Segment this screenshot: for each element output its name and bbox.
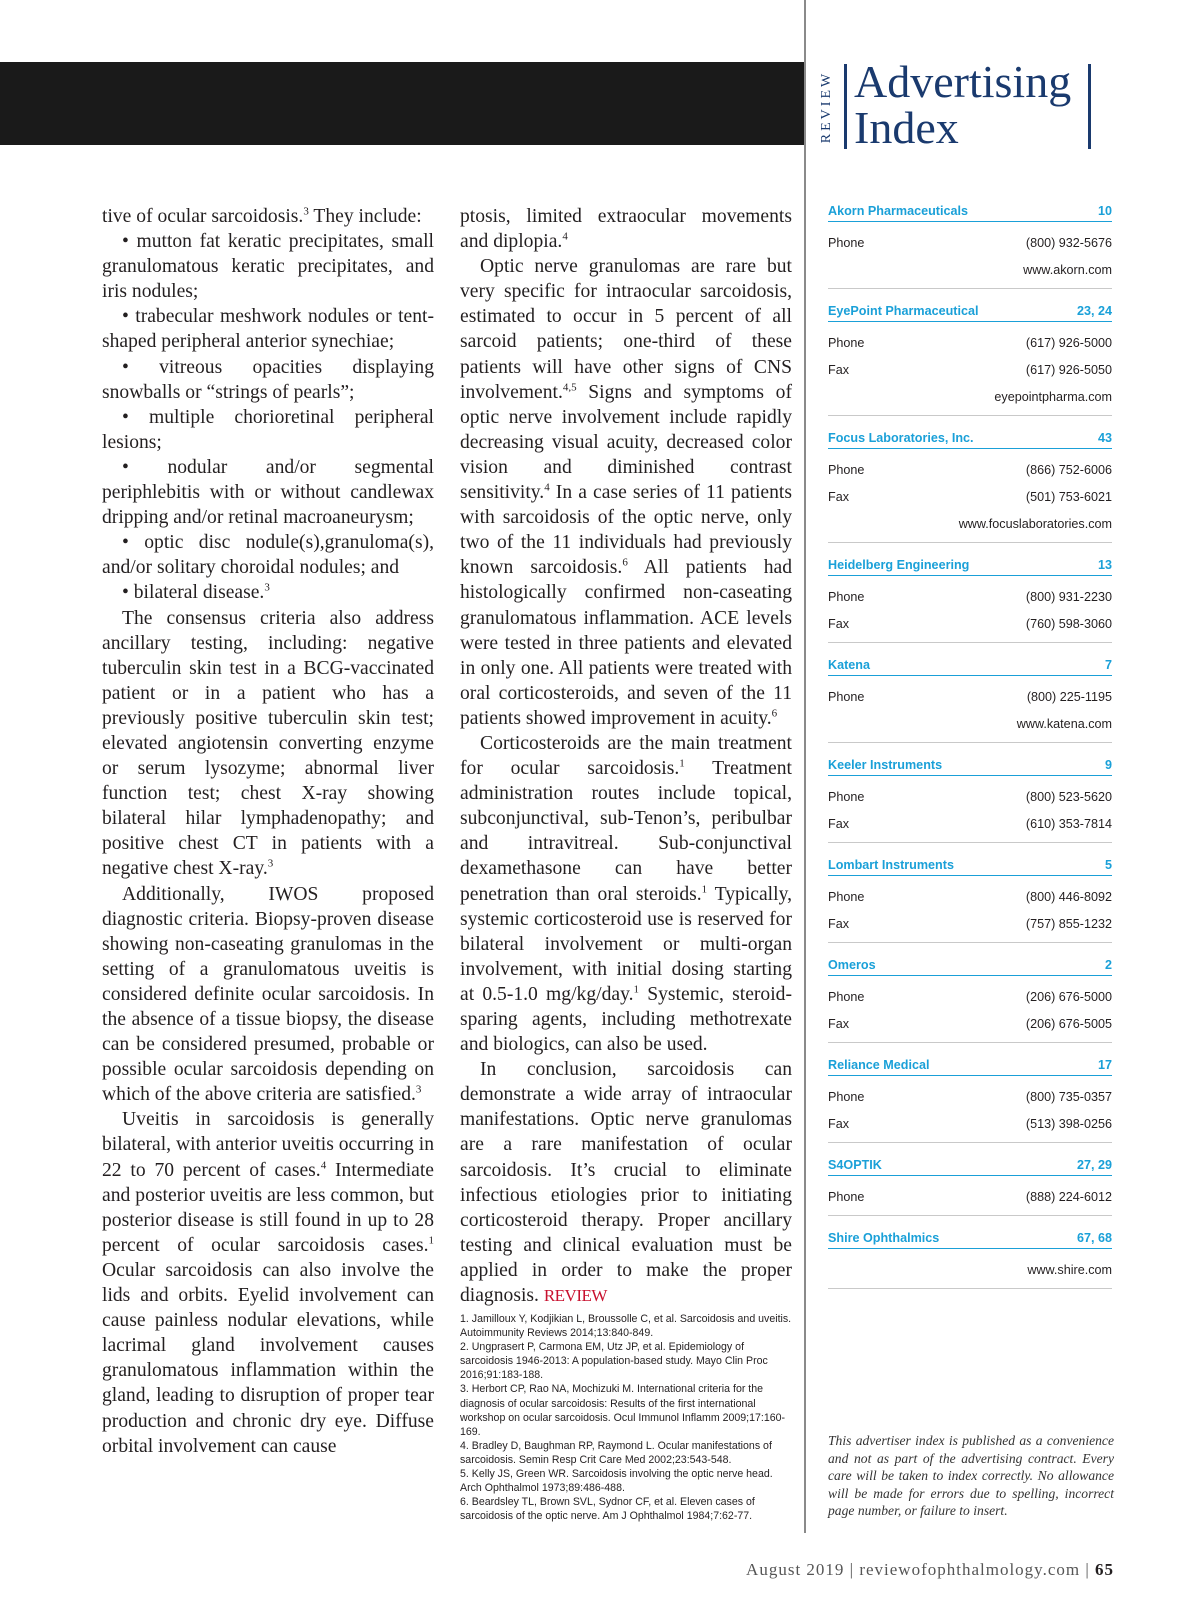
advertiser-name[interactable]: Lombart Instruments (828, 858, 954, 872)
contact-label: Phone (828, 236, 865, 250)
advertiser-page[interactable]: 27, 29 (1076, 1158, 1112, 1172)
advertiser-page[interactable]: 23, 24 (1076, 304, 1112, 318)
paragraph: ptosis, limited extraocular movements and diplopia.$^4$ (460, 206, 792, 253)
advertiser-heading[interactable] (828, 203, 1112, 222)
advertiser-page[interactable]: 67, 68 (1076, 1231, 1112, 1245)
paragraph: tive of ocular sarcoidosis.$^3$ They include: (102, 205, 422, 227)
advertiser-heading[interactable] (828, 557, 1112, 576)
review-logo-vertical (816, 66, 838, 148)
advertiser-page[interactable]: 5 (1104, 858, 1112, 872)
index-disclaimer: This advertiser index is published as a convenience and not as part of the advertising contract. Every care will be taken to index correctly. No allowance will be made for errors due to spelling, incorrect page number, or failure to insert. (828, 1433, 1114, 1518)
advertiser-website[interactable]: www.shire.com (1027, 1263, 1112, 1277)
contact-label: Fax (828, 363, 849, 377)
contact-row (828, 911, 1112, 938)
article-column-1 (102, 204, 434, 1459)
advertiser-page[interactable]: 10 (1097, 204, 1112, 218)
advertiser-entry (828, 1057, 1112, 1143)
contact-label: Phone (828, 1190, 865, 1204)
contact-row (828, 230, 1112, 257)
contact-row (828, 1084, 1112, 1111)
contact-value: (513) 398-0256 (1025, 1117, 1112, 1131)
bullet-item: • multiple chorioretinal peripheral lesions; (102, 406, 434, 453)
contact-value: (206) 676-5000 (1025, 990, 1112, 1004)
contact-label: Phone (828, 590, 865, 604)
contact-value: (866) 752-6006 (1025, 463, 1112, 477)
advertiser-entry (828, 657, 1112, 743)
bullet-item: • bilateral disease.$^3$ (122, 581, 270, 604)
contact-value: (800) 523-5620 (1025, 790, 1112, 804)
advertiser-heading[interactable] (828, 757, 1112, 776)
contact-value: (800) 735-0357 (1025, 1090, 1112, 1104)
references-list (460, 1312, 792, 1523)
advertiser-entry (828, 857, 1112, 943)
contact-value: (760) 598-3060 (1025, 617, 1112, 631)
contact-row (828, 330, 1112, 357)
contact-row (828, 611, 1112, 638)
page-footer: August 2019 | reviewofophthalmology.com | 65 (746, 1560, 1114, 1579)
reference-item: 2. Ungprasert P, Carmona EM, Utz JP, et al. Epidemiology of sarcoidosis 1946-2013: A population-based study. Mayo Clin Proc 2016;91:183-188. (460, 1341, 768, 1382)
page-title-line1: Advertising (854, 56, 1072, 107)
contact-value: (501) 753-6021 (1025, 490, 1112, 504)
bullet-item: • nodular and/or segmental periphlebitis with or without candlewax dripping and/or retinal macroaneurysm; (102, 456, 434, 529)
contact-label: Phone (828, 990, 865, 1004)
advertiser-name[interactable]: Keeler Instruments (828, 758, 943, 772)
contact-value: (800) 446-8092 (1025, 890, 1112, 904)
paragraph: The consensus criteria also address ancillary testing, including: negative tuberculin skin test in a BCG-vaccinated patient or in a patient who has a previously positive tuberculin skin test; elevated angiotensin converting enzyme or serum lysozyme; abnormal liver function test; chest X-ray showing bilateral hilar lymphadenopathy; and positive chest CT in patients with a negative chest X-ray.$^3$ (102, 607, 434, 880)
contact-label: Phone (828, 690, 865, 704)
contact-row (828, 984, 1112, 1011)
contact-label: Fax (828, 817, 849, 831)
paragraph: Additionally, IWOS proposed diagnostic criteria. Biopsy-proven disease showing non-caseating granulomas in the setting of a granulomatous uveitis is considered definite ocular sarcoidosis. In the absence of a tissue biopsy, the disease can be considered presumed, probable or possible ocular sarcoidosis depending on which of the above criteria are satisfied.$^3$ (102, 883, 434, 1106)
bullet-item: • optic disc nodule(s),granuloma(s), and/or solitary choroidal nodules; and (102, 532, 434, 579)
advertiser-website[interactable]: eyepointpharma.com (994, 390, 1112, 404)
contact-row (828, 811, 1112, 838)
advertiser-index-list (828, 203, 1112, 1303)
advertiser-name[interactable]: Akorn Pharmaceuticals (828, 204, 968, 218)
advertiser-website[interactable]: www.katena.com (1016, 717, 1112, 731)
advertiser-heading[interactable] (828, 1157, 1112, 1176)
advertiser-heading[interactable] (828, 1057, 1112, 1076)
reference-item: 1. Jamilloux Y, Kodjikian L, Broussolle C, et al. Sarcoidosis and uveitis. Autoimmunity Reviews 2014;13:840-849. (460, 1313, 792, 1340)
advertiser-heading[interactable] (828, 657, 1112, 676)
footer-site[interactable]: reviewofophthalmology.com (859, 1560, 1081, 1579)
contact-label: Phone (828, 1090, 865, 1104)
advertiser-name[interactable]: EyePoint Pharmaceutical (828, 304, 979, 318)
advertiser-page[interactable]: 13 (1097, 558, 1112, 572)
contact-label: Fax (828, 1017, 849, 1031)
contact-label: Fax (828, 617, 849, 631)
advertiser-name[interactable]: Shire Ophthalmics (828, 1231, 940, 1245)
contact-label: Fax (828, 490, 849, 504)
bullet-item: • vitreous opacities displaying snowballs or “strings of pearls”; (102, 356, 434, 403)
contact-value: (617) 926-5050 (1025, 363, 1112, 377)
advertiser-name[interactable]: Heidelberg Engineering (828, 558, 970, 572)
advertiser-page[interactable]: 7 (1104, 658, 1112, 672)
advertiser-name[interactable]: Omeros (828, 958, 876, 972)
contact-row (828, 1011, 1112, 1038)
advertiser-entry (828, 203, 1112, 289)
advertiser-page[interactable]: 9 (1104, 758, 1112, 772)
advertiser-heading[interactable] (828, 957, 1112, 976)
header-rule-right (1088, 64, 1091, 149)
article-column-2 (460, 204, 792, 1308)
contact-row (828, 484, 1112, 511)
advertiser-heading[interactable] (828, 303, 1112, 322)
advertiser-entry (828, 957, 1112, 1043)
header-black-band (0, 62, 804, 145)
contact-row (828, 684, 1112, 711)
advertiser-entry (828, 303, 1112, 416)
contact-value: (617) 926-5000 (1025, 336, 1112, 350)
contact-row (828, 884, 1112, 911)
bullet-item: • trabecular meshwork nodules or tent-shaped peripheral anterior synechiae; (102, 306, 434, 353)
advertiser-heading[interactable] (828, 430, 1112, 449)
advertiser-website[interactable]: www.akorn.com (1023, 263, 1112, 277)
contact-value: (800) 932-5676 (1025, 236, 1112, 250)
contact-row (828, 1184, 1112, 1211)
contact-label: Phone (828, 336, 865, 350)
header-rule-left (844, 64, 847, 149)
contact-value: (206) 676-5005 (1025, 1017, 1112, 1031)
contact-label: Fax (828, 1117, 849, 1131)
contact-row (828, 784, 1112, 811)
contact-row (828, 457, 1112, 484)
contact-value: (800) 225-1195 (1026, 690, 1112, 704)
contact-value: (888) 224-6012 (1025, 1190, 1112, 1204)
contact-value: (800) 931-2230 (1025, 590, 1112, 604)
advertiser-page[interactable]: 2 (1104, 958, 1112, 972)
advertiser-entry (828, 757, 1112, 843)
advertiser-entry (828, 557, 1112, 643)
bullet-item: • mutton fat keratic precipitates, small granulomatous keratic precipitates, and iris nodules; (102, 231, 434, 303)
advertiser-entry (828, 1157, 1112, 1216)
paragraph: In conclusion, sarcoidosis can demonstrate a wide array of intraocular manifestations. Optic nerve granulomas are a rare manifestation of ocular sarcoidosis. It’s crucial to eliminate infectious etiologies prior to initiating corticosteroid therapy. Proper ancillary testing and clinical evaluation must be applied in order to make the proper diagnosis. REVIEW (460, 1059, 792, 1307)
reference-item: 3. Herbort CP, Rao NA, Mochizuki M. International criteria for the diagnosis of ocular sarcoidosis: Results of the first international workshop on ocular sarcoidosis. Ocul Immunol Inflamm 2009;17:160-169. (460, 1383, 786, 1438)
page-title-line2: Index (854, 102, 959, 153)
advertiser-name[interactable]: Focus Laboratories, Inc. (828, 431, 974, 445)
footer-issue: August 2019 (746, 1560, 845, 1579)
contact-label: Phone (828, 890, 865, 904)
contact-row (828, 584, 1112, 611)
advertiser-website[interactable]: www.focuslaboratories.com (958, 517, 1112, 531)
contact-value: (757) 855-1232 (1025, 917, 1112, 931)
reference-item: 6. Beardsley TL, Brown SVL, Sydnor CF, et al. Eleven cases of sarcoidosis of the optic nerve. Am J Ophthalmol 1984;7:62-77. (460, 1496, 755, 1523)
contact-label: Phone (828, 790, 865, 804)
paragraph: Optic nerve granulomas are rare but very specific for intraocular sarcoidosis, estimated to occur in 5 percent of all sarcoid patients; one-third of these patients will have other signs of CNS involvement.$^{4,5}$ Signs and symptoms of optic nerve involvement include rapidly decreasing visual acuity, decreased color vision and diminished contrast sensitivity.$^4$ In a case series of 11 patients with sarcoidosis of the optic nerve, only two of the 11 individuals had previously known sarcoidosis.$^6$ All patients had histologically confirmed non-caseating granulomatous inflammation. ACE levels were tested in three patients and elevated in only one. All patients were treated with oral corticosteroids, and seven of the 11 patients showed improvement in acuity.$^6$ (460, 256, 792, 729)
contact-row (828, 1111, 1112, 1138)
advertiser-name[interactable]: Reliance Medical (828, 1058, 930, 1072)
advertiser-entry (828, 430, 1112, 543)
advertiser-page[interactable]: 17 (1097, 1058, 1112, 1072)
advertiser-page[interactable]: 43 (1097, 431, 1112, 445)
advertiser-heading[interactable] (828, 857, 1112, 876)
paragraph: Uveitis in sarcoidosis is generally bilateral, with anterior uveitis occurring in 22 to 70 percent of cases.$^4$ Intermediate and posterior uveitis are less common, but posterior disease is still found in up to 28 percent of ocular sarcoidosis cases.$^1$ Ocular sarcoidosis can also involve the lids and orbits. Eyelid involvement can cause painless nodular elevations, while lacrimal gland involvement causes granulomatous inflammation within the gland, leading to disruption of proper tear production and chronic dry eye. Diffuse orbital involvement can cause (102, 1109, 434, 1457)
reference-item: 5. Kelly JS, Green WR. Sarcoidosis involving the optic nerve head. Arch Ophthalmol 1973;89:486-488. (460, 1468, 773, 1495)
page-number: 65 (1095, 1560, 1114, 1579)
advertiser-entry (828, 1230, 1112, 1289)
review-logo-text: REVIEW (819, 70, 834, 144)
advertiser-heading[interactable] (828, 1230, 1112, 1249)
reference-item: 4. Bradley D, Baughman RP, Raymond L. Ocular manifestations of sarcoidosis. Semin Resp Crit Care Med 2002;23:543-548. (460, 1439, 772, 1466)
paragraph: Corticosteroids are the main treatment for ocular sarcoidosis.$^1$ Treatment administration routes include topical, subconjunctival, sub-Tenon’s, peribulbar and intravitreal. Sub-conjunctival dexamethasone can have better penetration than oral steroids.$^1$ Typically, systemic corticosteroid use is reserved for bilateral involvement or multi-organ involvement, with initial dosing starting at 0.5-1.0 mg/kg/day.$^1$ Systemic, steroid-sparing agents, including methotrexate and biologics, can also be used. (460, 732, 792, 1056)
contact-label: Phone (828, 463, 865, 477)
advertiser-name[interactable]: S4OPTIK (828, 1158, 882, 1172)
column-divider (804, 0, 806, 1533)
contact-label: Fax (828, 917, 849, 931)
advertiser-name[interactable]: Katena (828, 658, 870, 672)
contact-row (828, 357, 1112, 384)
contact-value: (610) 353-7814 (1025, 817, 1112, 831)
